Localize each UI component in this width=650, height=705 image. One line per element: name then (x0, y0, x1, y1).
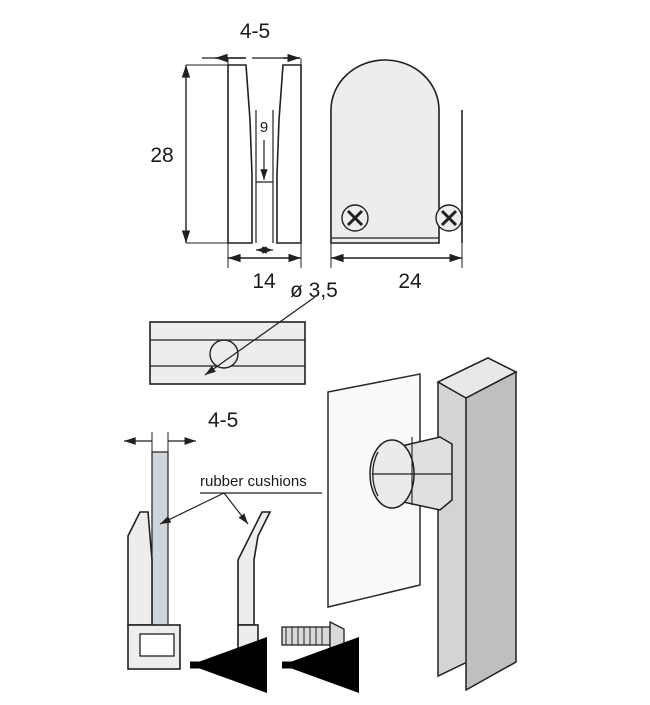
rubber-leader-right (224, 493, 248, 524)
exploded-assembly-view (124, 409, 344, 669)
clamp-right-base (238, 625, 258, 669)
clamp-half-left (128, 512, 152, 625)
hole-diameter-label: ø 3,5 (290, 279, 338, 302)
right-jaw-profile (277, 65, 301, 243)
rubber-leader-left (160, 493, 224, 524)
top-plan-view (150, 279, 338, 384)
glass-pane (152, 452, 168, 634)
clamp-left-cavity (140, 634, 174, 656)
screw-shank (282, 627, 330, 645)
post-front-face (466, 372, 516, 690)
dim-inner-label: 9 (259, 119, 269, 136)
clamp-half-right (238, 512, 270, 625)
dim-side-label: 24 (398, 270, 422, 293)
rubber-cushions-label: rubber cushions (200, 473, 307, 490)
front-section-view (150, 20, 301, 293)
installed-isometric-view (328, 358, 516, 690)
dim-top-width-label: 4-5 (239, 20, 271, 43)
side-view (331, 60, 462, 293)
left-jaw-profile (228, 65, 252, 243)
screw-head-taper (330, 622, 344, 650)
side-dome-link (439, 110, 462, 111)
assembly-screw (282, 622, 344, 650)
dim-base-label: 14 (252, 270, 276, 293)
dim-glass-thickness-label: 4-5 (208, 409, 239, 432)
dim-height-label: 28 (150, 144, 174, 167)
